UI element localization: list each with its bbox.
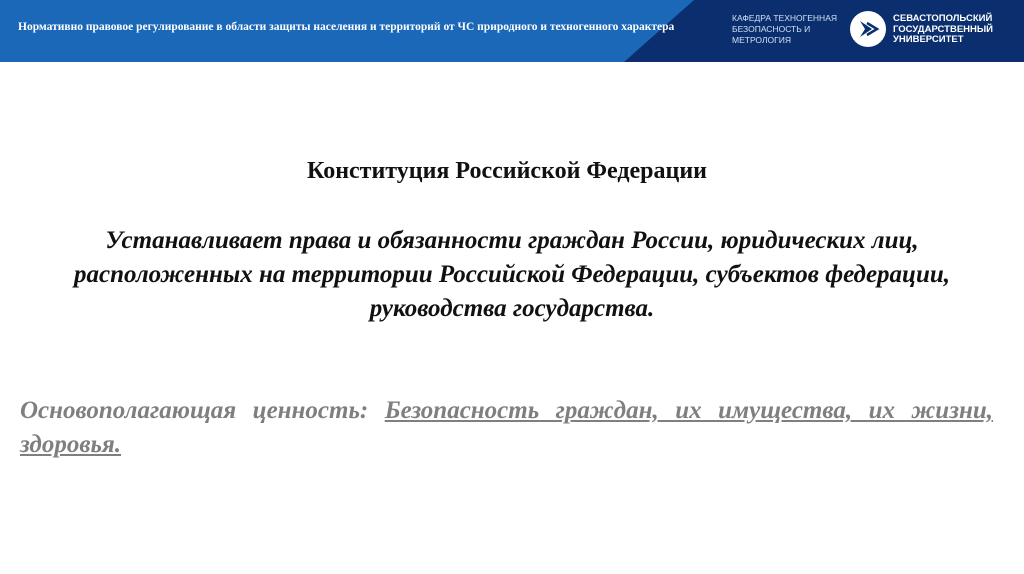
department-line: БЕЗОПАСНОСТЬ И <box>732 24 811 34</box>
slide-title: Конституция Российской Федерации <box>306 158 707 184</box>
header-title: Нормативно правовое регулирование в области защиты населения и территорий от ЧС природного и техногенного характера <box>18 21 675 33</box>
university-name <box>893 14 993 46</box>
department-name <box>732 13 837 46</box>
department-line: МЕТРОЛОГИЯ <box>732 35 791 45</box>
university-line: СЕВАСТОПОЛЬСКИЙ <box>893 13 993 24</box>
university-line: ГОСУДАРСТВЕННЫЙ <box>893 23 994 35</box>
slide-description: Устанавливает права и обязанности граждан России, юридических лиц, расположенных на территории Российской Федерации, субъектов федерации, руководства государства. <box>73 227 951 322</box>
core-value-paragraph <box>20 394 993 462</box>
sevsu-logo-icon <box>850 11 886 47</box>
core-value-text: Безопасность граждан, их имущества, их жизни, здоровья. <box>20 397 994 458</box>
core-value-label: Основополагающая ценность: <box>20 397 369 424</box>
department-line: КАФЕДРА ТЕХНОГЕННАЯ <box>732 13 837 23</box>
university-line: УНИВЕРСИТЕТ <box>893 34 964 45</box>
header-bar <box>0 0 1024 62</box>
